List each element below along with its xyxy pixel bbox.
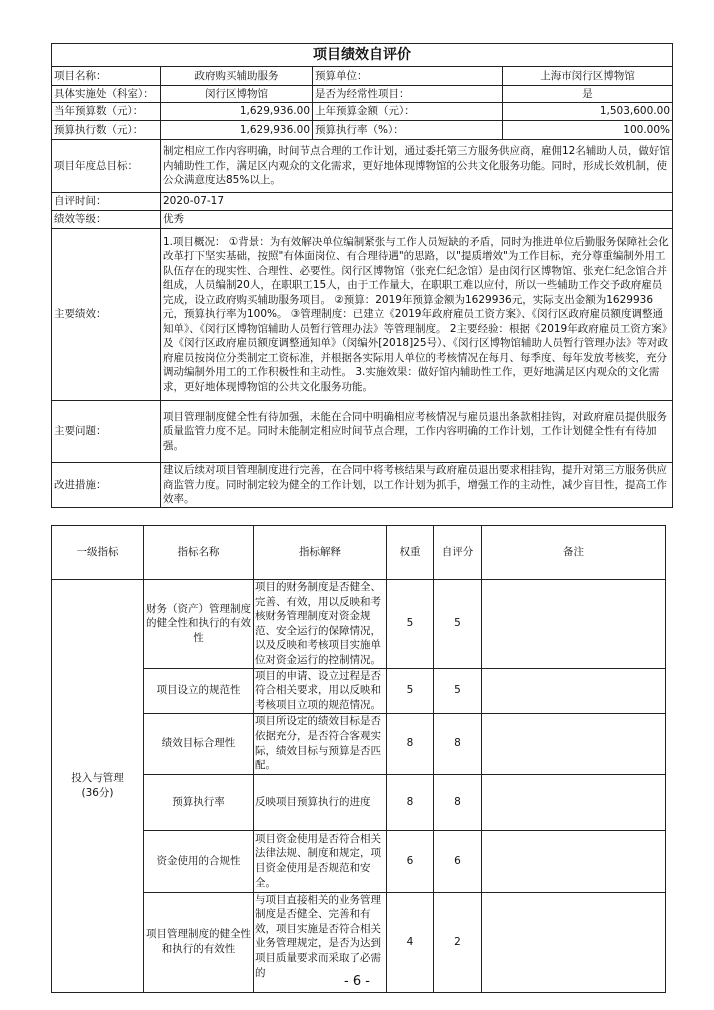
indicator-note	[482, 830, 666, 892]
indicator-score: 2	[434, 892, 482, 992]
indicator-explain: 项目所设定的绩效目标是否依据充分，是否符合客观实际，绩效目标与预算是否匹配。	[254, 713, 387, 774]
indicator-name: 财务（资产）管理制度的健全性和执行的有效性	[144, 580, 254, 669]
indicator-name: 项目管理制度的健全性和执行的有效性	[144, 892, 254, 992]
indicator-score: 5	[434, 580, 482, 669]
page-number: - 6 -	[344, 974, 370, 989]
budget-label: 当年预算数（元）：	[52, 103, 161, 121]
indicator-weight: 4	[387, 892, 434, 992]
improve-label: 改进措施：	[52, 463, 161, 508]
table-row	[52, 713, 666, 774]
performance: 1.项目概况： ①背景：为有效解决单位编制紧张与工作人员短缺的矛盾，同时为推进单位后勤服务保障社会化改革打下坚实基础，按照"有体面岗位、有合理待遇"的思路，以"提质增效"为工作目标，充分尊重编制外用工队伍存在的现实性、合理性、必要性。闵行区博物馆（张充仁纪念馆）是由闵行区博物馆、张充仁纪念馆合并组成，人员编制20人，在职职工15人，由于工作量大，在职职工难以应付，所以一些辅助工作交予政府雇员完成，设立政府购买辅助服务项目。 ②预算：2019年预算金额为1629936元，实际支出金额为1629936元，预算执行率为100%。 ③管理制度：已建立《2019年政府雇员工资方案》、《闵行区政府雇员额度调整通知单》、《闵行区博物馆辅助人员暂行管理办法》等管理制度。 2主要经验：根据《2019年政府雇员工资方案》及《闵行区政府雇员额度调整通知单》（闵编外[2018]25号）、《闵行区博物馆辅助人员暂行管理办法》等对政府雇员按岗位分类制定工资标准，并根据各实际用人单位的考核情况在每月、每季度、每年发放考核奖，充分调动编制外用工的工作积极性和主动性。 3.实施效果：做好馆内辅助性工作，更好地满足区内观众的文化需求，更好地体现博物馆的公共文化服务功能。	[161, 229, 673, 401]
indicator-table	[51, 525, 666, 993]
header-score: 自评分	[434, 526, 482, 580]
header-level1: 一级指标	[52, 526, 144, 580]
budget: 1,629,936.00	[161, 103, 313, 121]
indicator-weight: 5	[387, 580, 434, 669]
group-name: 投入与管理	[71, 772, 124, 785]
indicator-name: 资金使用的合规性	[144, 830, 254, 892]
problems: 项目管理制度健全性有待加强，未能在合同中明确相应考核情况与雇员退出条款相挂钩，对政府雇员提供服务质量监管力度不足。同时未能制定相应时间节点合理，工作内容明确的工作计划，工作计划健全性有有待加强。	[161, 401, 673, 463]
header-weight: 权重	[387, 526, 434, 580]
goal-label: 项目年度总目标：	[52, 140, 161, 193]
exec: 1,629,936.00	[161, 121, 313, 140]
group-score: (36分)	[81, 786, 114, 799]
header-name: 指标名称	[144, 526, 254, 580]
problems-label: 主要问题：	[52, 401, 161, 463]
indicator-weight: 8	[387, 774, 434, 830]
dept: 闵行区博物馆	[161, 86, 313, 103]
group-cell	[52, 580, 144, 993]
budget-unit: 上海市闵行区博物馆	[503, 67, 673, 86]
budget-unit-label: 预算单位：	[313, 67, 503, 86]
indicator-explain: 与项目直接相关的业务管理制度是否健全、完善和有效，项目实施是否符合相关业务管理规定，是否为达到项目质量要求而采取了必需的	[254, 892, 387, 992]
indicator-note	[482, 713, 666, 774]
project-name: 政府购买辅助服务	[161, 67, 313, 86]
date-label: 自评时间：	[52, 193, 161, 211]
indicator-name: 绩效目标合理性	[144, 713, 254, 774]
last-budget: 1,503,600.00	[503, 103, 673, 121]
improve: 建议后续对项目管理制度进行完善，在合同中将考核结果与政府雇员退出要求相挂钩，提升对第三方服务供应商监管力度。同时制定较为健全的工作计划，以工作计划为抓手，增强工作的主动性，减少盲目性，提高工作效率。	[161, 463, 673, 508]
indicator-header-row	[52, 526, 666, 580]
table-row	[52, 580, 666, 669]
indicator-note	[482, 580, 666, 669]
indicator-score: 8	[434, 774, 482, 830]
goal: 制定相应工作内容明确，时间节点合理的工作计划，通过委托第三方服务供应商，雇佣12名辅助人员，做好馆内辅助性工作，满足区内观众的文化需求，更好地体现博物馆的公共文化服务功能。同时，形成长效机制，使公众满意度达85%以上。	[161, 140, 673, 193]
performance-label: 主要绩效：	[52, 229, 161, 401]
table-row	[52, 774, 666, 830]
exec-rate: 100.00%	[503, 121, 673, 140]
indicator-score: 6	[434, 830, 482, 892]
header-note: 备注	[482, 526, 666, 580]
last-budget-label: 上年预算金额（元）：	[313, 103, 503, 121]
indicator-name: 项目设立的规范性	[144, 668, 254, 713]
exec-label: 预算执行数（元）：	[52, 121, 161, 140]
indicator-note	[482, 668, 666, 713]
dept-label: 具体实施处（科室）：	[52, 86, 161, 103]
indicator-explain: 反映项目预算执行的进度	[254, 774, 387, 830]
indicator-score: 5	[434, 668, 482, 713]
self-evaluation-table	[51, 43, 673, 508]
indicator-weight: 5	[387, 668, 434, 713]
grade-label: 绩效等级：	[52, 211, 161, 229]
indicator-note	[482, 774, 666, 830]
indicator-weight: 8	[387, 713, 434, 774]
indicator-table-container	[51, 525, 665, 979]
recurring: 是	[503, 86, 673, 103]
table-title: 项目绩效自评价	[52, 44, 673, 67]
indicator-name: 预算执行率	[144, 774, 254, 830]
project-name-label: 项目名称：	[52, 67, 161, 86]
indicator-score: 8	[434, 713, 482, 774]
indicator-explain: 项目的申请、设立过程是否符合相关要求，用以反映和考核项目立项的规范情况。	[254, 668, 387, 713]
indicator-explain: 项目资金使用是否符合相关法律法规、制度和规定，项目资金使用是否规范和安全。	[254, 830, 387, 892]
indicator-explain: 项目的财务制度是否健全、完善、有效，用以反映和考核财务管理制度对资金规范、安全运行的保障情况，以及反映和考核项目实施单位对资金运行的控制情况。	[254, 580, 387, 669]
table-row	[52, 668, 666, 713]
date: 2020-07-17	[161, 193, 673, 211]
header-explain: 指标解释	[254, 526, 387, 580]
exec-rate-label: 预算执行率（%）：	[313, 121, 503, 140]
recurring-label: 是否为经常性项目：	[313, 86, 503, 103]
grade: 优秀	[161, 211, 673, 229]
indicator-weight: 6	[387, 830, 434, 892]
table-row	[52, 830, 666, 892]
